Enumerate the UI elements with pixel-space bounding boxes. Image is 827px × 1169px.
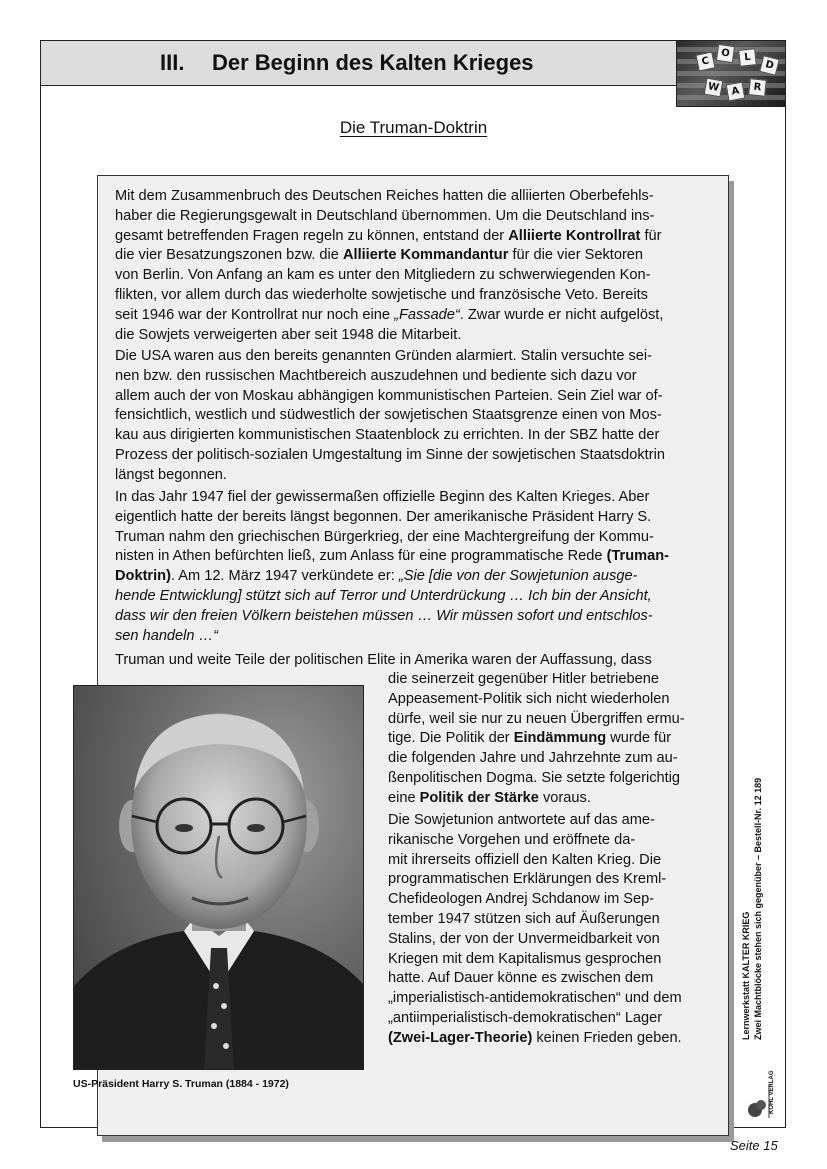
photo-caption: US-Präsident Harry S. Truman (1884 - 1972) (73, 1078, 289, 1090)
badge-letter: A (726, 82, 746, 102)
paragraph-4-first-line: Truman und weite Teile der politischen Elite in Amerika waren der Auffassung, dass (115, 652, 652, 668)
publisher-name: KOHL VERLAG (769, 1070, 775, 1114)
side-info-line-1: Lernwerkstatt KALTER KRIEG (741, 911, 751, 1040)
side-info-line-2: Zwei Machtblöcke stehen sich gegenüber – Bestell-Nr. 12 189 (753, 777, 763, 1040)
chapter-heading (160, 50, 534, 76)
section-title: Die Truman-Doktrin (339, 118, 488, 137)
truman-portrait-photo (73, 685, 364, 1070)
badge-letter: W (704, 78, 724, 98)
side-info-text (740, 720, 764, 1040)
page-number: Seite 15 (730, 1138, 778, 1153)
chapter-title: Der Beginn des Kalten Krieges (212, 50, 534, 75)
badge-letter: R (748, 78, 767, 97)
badge-letter: C (695, 51, 715, 71)
chapter-number: III. (160, 50, 185, 75)
paragraph-2: Die USA waren aus den bereits genannten Gründen alarmiert. Stalin versuchte sei- nen bzw. den russischen Machtbereich auszudehnen und bediente sich dazu vor allem auch der von Moskau abhängigen kommunistischen Parteien. Sein Ziel war of- fensichtlich, westlich und südwestlich der sowjetischen Staatsgrenze einen von Mos- kau aus dirigierten kommunistischen Staatenblock zu errichten. In der SBZ hatte der Prozess der politisch-sozialen Umgestaltung im Sinne der sowjetischen Staatsdoktrin längst begonnen. (115, 348, 665, 483)
publisher-logo (745, 1070, 775, 1120)
badge-letter: L (738, 48, 757, 67)
paragraph-1: Mit dem Zusammenbruch des Deutschen Reiches hatten die alliierten Oberbefehls- haber die Regierungsgewalt in Deutschland übernommen. Um die Deutschland ins- gesamt betreffenden Fragen regeln zu können, entstand der Alliierte Kontrollrat für die vier Besatzungszonen bzw. die Alliierte Kommandantur für die vier Sektoren von Berlin. Von Anfang an kam es unter den Mitgliedern zu schwerwiegenden Kon- flikten, vor allem durch das wiederholte sowjetische und französische Veto. Bereits seit 1946 war der Kontrollrat nur noch eine „Fassade“. Zwar wurde er nicht aufgelöst, die Sowjets verweigerten aber seit 1948 die Mitarbeit. (115, 188, 664, 343)
paragraph-3: In das Jahr 1947 fiel der gewissermaßen offizielle Beginn des Kalten Krieges. Aber eigentlich hatte der bereits längst begonnen. Der amerikanische Präsident Harry S. Truman nahm den griechischen Bürgerkrieg, der eine Machtergreifung der Kommu- nisten in Athen befürchten ließ, zum Anlass für eine programmatische Rede (Truman- Doktrin). Am 12. März 1947 verkündete er: „Sie [die von der Sowjetunion ausge- hende Entwicklung] stützt sich auf Terror und Unterdrückung … Ich bin der Ansicht, dass wir den freien Völkern beistehen müssen … Wir müssen sofort und entschlos- sen handeln …“ (115, 489, 670, 644)
badge-letter: O (716, 44, 735, 63)
cold-war-badge (676, 40, 786, 107)
paragraph-5: Die Sowjetunion antwortete auf das ame- rikanische Vorgehen und eröffnete da- mit ihrerseits offiziell den Kalten Krieg. Die programmatischen Erklärungen des Kreml- Chefideologen Andrej Schdanow im Sep- tember 1947 stützen sich auf Äußerungen Stalins, der von der Unvermeidbarkeit von Kriegen mit dem Kapitalismus gesprochen hatte. Auf Dauer könne es zwischen dem „imperialistisch-antidemokratischen“ und dem „antiimperialistisch-demokratischen“ Lager (Zwei-Lager-Theorie) keinen Frieden geben. (388, 812, 682, 1046)
badge-letter: D (759, 55, 780, 76)
paragraph-4: die seinerzeit gegenüber Hitler betriebene Appeasement-Politik sich nicht wiederholen dürfe, weil sie nur zu neuen Übergriffen ermu- tige. Die Politik der Eindämmung wurde für die folgenden Jahre und Jahrzehnte zum au- ßenpolitischen Dogma. Sie setzte folgerichtig eine Politik der Stärke voraus. (388, 671, 685, 806)
